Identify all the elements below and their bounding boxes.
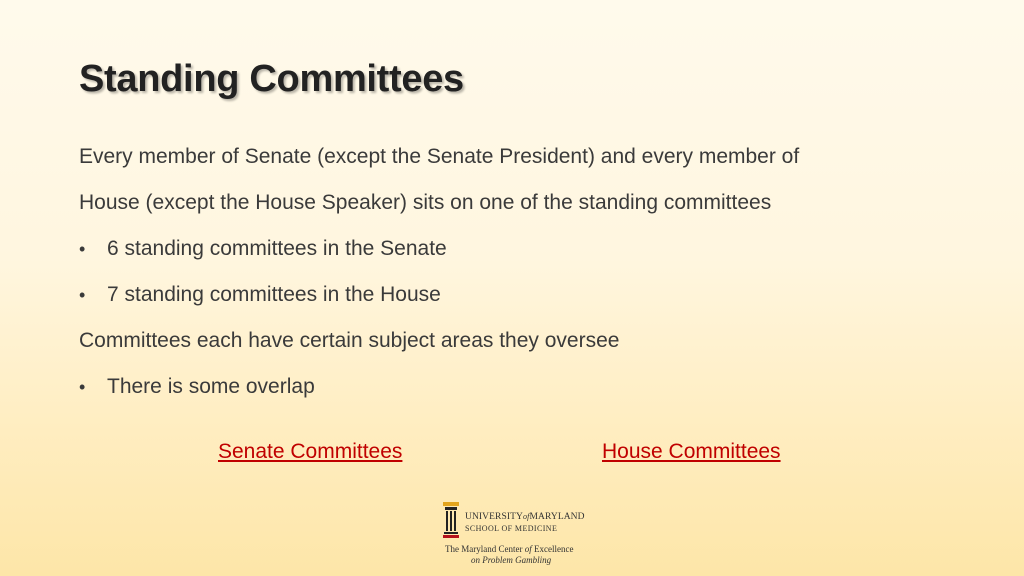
bullet-text: 6 standing committees in the Senate bbox=[107, 237, 447, 260]
logo-center-name: The Maryland Center of Excellence bbox=[445, 544, 574, 554]
bullet-text: There is some overlap bbox=[107, 375, 315, 398]
bullet-icon: • bbox=[79, 377, 86, 397]
bullet-text: 7 standing committees in the House bbox=[107, 283, 441, 306]
bullet-item bbox=[79, 364, 959, 410]
body-text-line: Every member of Senate (except the Senate President) and every member of bbox=[79, 145, 800, 168]
bullet-item bbox=[79, 226, 959, 272]
slide-body bbox=[79, 134, 959, 410]
logo-university-name: UNIVERSITYofMARYLAND bbox=[465, 512, 585, 522]
bullet-icon: • bbox=[79, 285, 86, 305]
logo-school-name: SCHOOL OF MEDICINE bbox=[465, 524, 558, 533]
body-text-line: Committees each have certain subject areas they oversee bbox=[79, 329, 620, 352]
house-committees-link[interactable]: House Committees bbox=[602, 440, 781, 463]
slide-title: Standing Committees bbox=[79, 58, 464, 100]
body-text-line: House (except the House Speaker) sits on one of the standing committees bbox=[79, 191, 772, 214]
bullet-icon: • bbox=[79, 239, 86, 259]
university-shield-icon bbox=[443, 502, 459, 538]
bullet-item bbox=[79, 272, 959, 318]
logo-center-subtitle: on Problem Gambling bbox=[471, 555, 552, 565]
senate-committees-link[interactable]: Senate Committees bbox=[218, 440, 403, 463]
university-logo bbox=[443, 502, 583, 568]
